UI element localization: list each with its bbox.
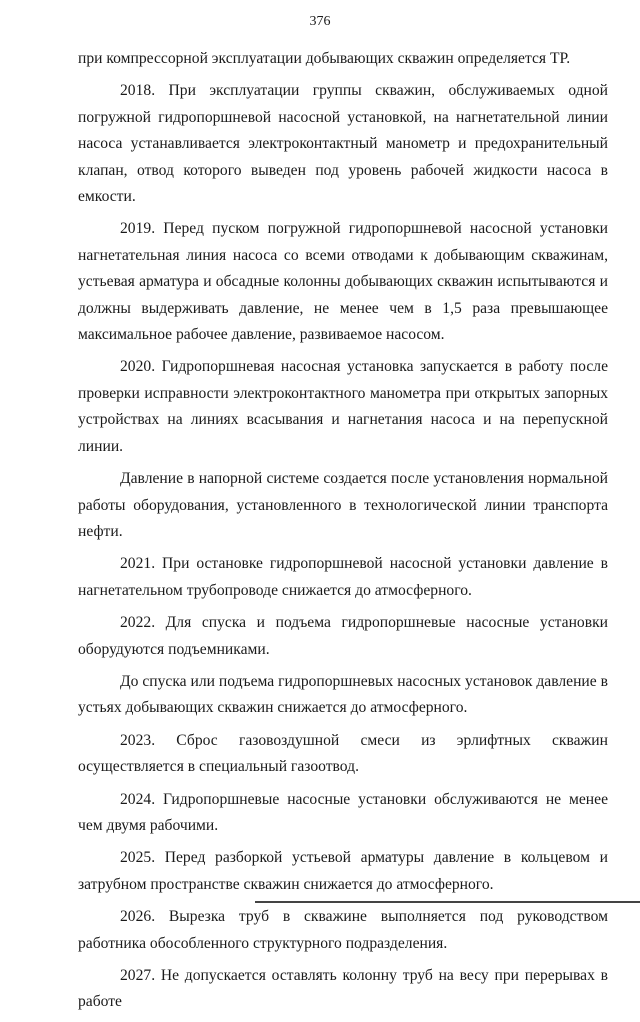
paragraph-2021: 2021. При остановке гидропоршневой насосной установки давление в нагнетательном трубопроводе снижается до атмосферного. <box>78 555 608 599</box>
paragraph-2023: 2023. Сброс газовоздушной смеси из эрлифтных скважин осуществляется в специальный газоотвод. <box>78 731 608 776</box>
paragraph-2019: 2019. Перед пуском погружной гидропоршневой насосной установки нагнетательная линия насоса со всеми отводами к добывающим скважинам, устьевая арматура и обсадные колонны добывающих скважин испытываются и должны выдерживать давление, не менее чем в 1,5 раза превышающее максимальное рабочее давление, развиваемое насосом. <box>78 220 608 344</box>
paragraph-2022-pressure: До спуска или подъема гидропоршневых насосных установок давление в устьях добывающих скважин снижается до атмосферного. <box>78 672 608 717</box>
document-body <box>78 46 608 1022</box>
paragraph-2027: 2027. Не допускается оставлять колонну труб на весу при перерывах в работе <box>78 967 608 1011</box>
paragraph-2022: 2022. Для спуска и подъема гидропоршневые насосные установки оборудуются подъемниками. <box>78 614 608 658</box>
paragraph-2018: 2018. При эксплуатации группы скважин, обслуживаемых одной погружной гидропоршневой насосной установкой, на нагнетательной линии насоса устанавливается электроконтактный манометр и предохранительный клапан, отвод которого выведен под уровень рабочей жидкости насоса в емкости. <box>78 82 608 206</box>
paragraph-2020-pressure: Давление в напорной системе создается после установления нормальной работы оборудования, установленного в технологической линии транспорта нефти. <box>78 470 608 540</box>
paragraph-2026: 2026. Вырезка труб в скважине выполняется под руководством работника обособленного структурного подразделения. <box>78 908 608 952</box>
paragraph-2020: 2020. Гидропоршневая насосная установка запускается в работу после проверки исправности электроконтактного манометра при открытых запорных устройствах на линиях всасывания и нагнетания насоса и на перепускной линии. <box>78 358 608 455</box>
page-number: 376 <box>309 14 331 29</box>
scan-edge-line <box>255 901 640 903</box>
paragraph-2024: 2024. Гидропоршневые насосные установки обслуживаются не менее чем двумя рабочими. <box>78 790 608 834</box>
paragraph-2025: 2025. Перед разборкой устьевой арматуры давление в кольцевом и затрубном пространстве скважин снижается до атмосферного. <box>78 849 608 893</box>
paragraph-continuation: при компрессорной эксплуатации добывающих скважин определяется ТР. <box>78 50 571 67</box>
